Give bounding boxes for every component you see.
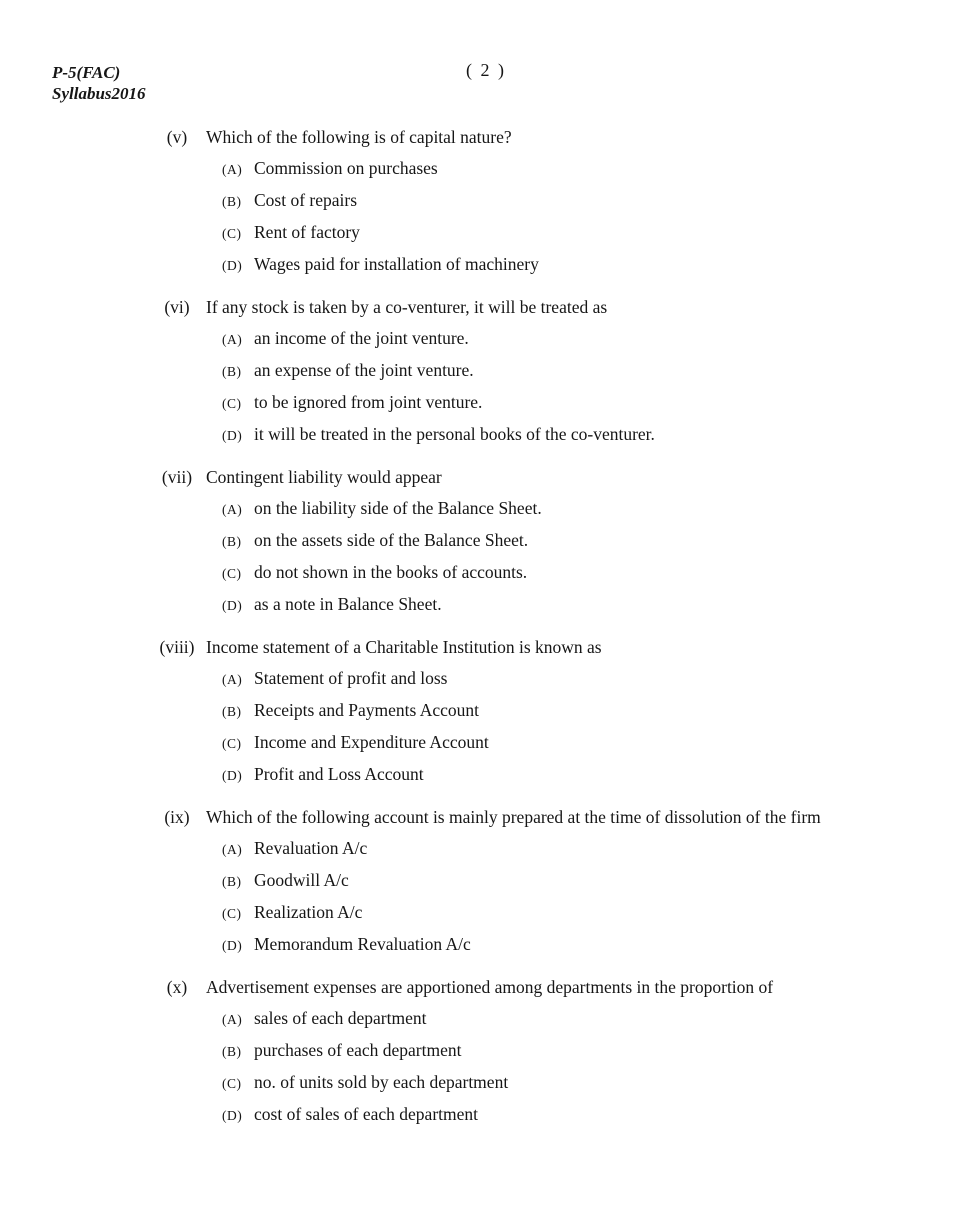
option-letter: (C) [222, 736, 242, 751]
question-list [148, 122, 938, 1142]
option-row [222, 525, 938, 557]
option-letter: (D) [222, 258, 243, 273]
question-x [148, 972, 938, 1131]
question-number: (viii) [159, 637, 195, 657]
option-letter: (B) [222, 704, 242, 719]
option-text: Profit and Loss Account [254, 764, 424, 784]
option-text: as a note in Balance Sheet. [254, 594, 442, 614]
question-number: (x) [166, 977, 188, 997]
option-text: Cost of repairs [254, 190, 358, 210]
option-letter: (C) [222, 1076, 242, 1091]
option-text: Realization A/c [254, 902, 363, 922]
option-text: purchases of each department [254, 1040, 462, 1060]
question-text: If any stock is taken by a co-venturer, it will be treated as [206, 297, 608, 317]
question-vii [148, 462, 938, 621]
option-text: Memorandum Revaluation A/c [254, 934, 471, 954]
option-row [222, 323, 938, 355]
option-letter: (A) [222, 162, 243, 177]
option-letter: (C) [222, 566, 242, 581]
option-text: on the liability side of the Balance Sheet. [254, 498, 542, 518]
option-letter: (D) [222, 428, 243, 443]
option-letter: (D) [222, 598, 243, 613]
option-text: Wages paid for installation of machinery [254, 254, 539, 274]
option-row [222, 387, 938, 419]
paper-code: P-5(FAC) [52, 63, 121, 82]
option-text: no. of units sold by each department [254, 1072, 509, 1092]
option-letter: (A) [222, 672, 243, 687]
question-number: (vii) [161, 467, 193, 487]
option-letter: (A) [222, 842, 243, 857]
question-text: Which of the following is of capital nature? [206, 127, 512, 147]
option-row [222, 185, 938, 217]
option-text: Receipts and Payments Account [254, 700, 480, 720]
option-row [222, 1067, 938, 1099]
option-letter: (B) [222, 534, 242, 549]
option-row [222, 419, 938, 451]
page-header [0, 60, 972, 110]
option-letter: (B) [222, 874, 242, 889]
option-row [222, 865, 938, 897]
option-row [222, 695, 938, 727]
option-text: Income and Expenditure Account [254, 732, 489, 752]
option-row [222, 663, 938, 695]
option-text: sales of each department [254, 1008, 427, 1028]
option-row [222, 557, 938, 589]
option-letter: (B) [222, 194, 242, 209]
option-text: do not shown in the books of accounts. [254, 562, 528, 582]
option-text: an income of the joint venture. [254, 328, 469, 348]
option-row [222, 897, 938, 929]
option-text: cost of sales of each department [254, 1104, 479, 1124]
option-letter: (D) [222, 768, 243, 783]
option-row [222, 833, 938, 865]
page-number: ( 2 ) [466, 60, 506, 80]
question-text: Income statement of a Charitable Institution is known as [206, 637, 602, 657]
option-text: Statement of profit and loss [254, 668, 448, 688]
question-viii [148, 632, 938, 791]
option-row [222, 153, 938, 185]
option-text: on the assets side of the Balance Sheet. [254, 530, 529, 550]
question-ix [148, 802, 938, 961]
option-row [222, 1035, 938, 1067]
question-text: Advertisement expenses are apportioned among departments in the proportion of [206, 977, 774, 997]
syllabus-label: Syllabus2016 [52, 84, 146, 103]
question-number: (ix) [164, 807, 190, 827]
option-text: an expense of the joint venture. [254, 360, 474, 380]
question-text: Contingent liability would appear [206, 467, 442, 487]
option-row [222, 759, 938, 791]
option-letter: (C) [222, 906, 242, 921]
question-v [148, 122, 938, 281]
option-text: it will be treated in the personal books of the co-venturer. [254, 424, 655, 444]
option-letter: (A) [222, 502, 243, 517]
option-row [222, 1099, 938, 1131]
option-letter: (B) [222, 1044, 242, 1059]
option-row [222, 727, 938, 759]
option-letter: (C) [222, 396, 242, 411]
option-letter: (B) [222, 364, 242, 379]
option-text: Revaluation A/c [254, 838, 368, 858]
option-row [222, 1003, 938, 1035]
option-row [222, 589, 938, 621]
option-letter: (D) [222, 1108, 243, 1123]
option-row [222, 929, 938, 961]
option-text: to be ignored from joint venture. [254, 392, 483, 412]
question-number: (v) [166, 127, 188, 147]
option-letter: (A) [222, 332, 243, 347]
option-row [222, 355, 938, 387]
question-text: Which of the following account is mainly prepared at the time of dissolution of the firm [206, 807, 821, 827]
option-row [222, 493, 938, 525]
option-row [222, 217, 938, 249]
question-vi [148, 292, 938, 451]
option-letter: (D) [222, 938, 243, 953]
option-letter: (A) [222, 1012, 243, 1027]
option-text: Goodwill A/c [254, 870, 349, 890]
question-number: (vi) [164, 297, 190, 317]
option-text: Rent of factory [254, 222, 360, 242]
option-row [222, 249, 938, 281]
option-text: Commission on purchases [254, 158, 438, 178]
option-letter: (C) [222, 226, 242, 241]
